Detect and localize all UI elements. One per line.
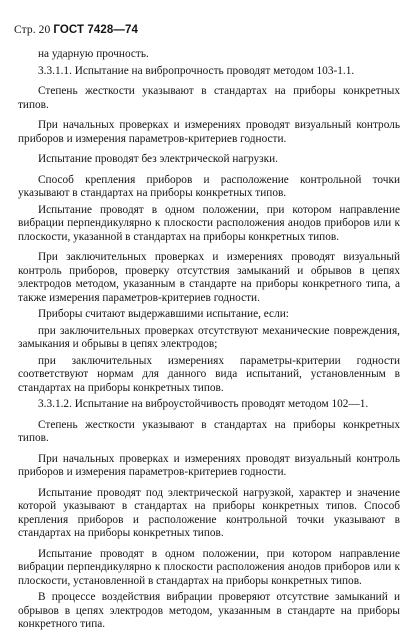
- document-body: [18, 48, 400, 639]
- list-item: при заключительных измерениях параметры-критерии годности соответствуют нормам для данного вида испытаний, установленным в стандартах на приборы конкретных типов.: [18, 354, 400, 394]
- clause-heading: 3.3.1.2. Испытание на виброустойчивость проводят методом 102—1.: [38, 398, 369, 410]
- paragraph: В процессе воздействия вибрации проверяют отсутствие замыканий и обрывов в цепях электродов методом, указанным в стандарте на приборы конкретного типа.: [18, 591, 400, 630]
- paragraph: Испытание проводят в одном положении, при котором направление вибрации перпендикулярно к плоскости расположения анодов приборов или к плоскости, установленной в стандартах на приборы конкретных типов.: [18, 547, 400, 587]
- standard-number: ГОСТ 7428—74: [53, 24, 139, 36]
- paragraph: Испытание проводят без электрической нагрузки.: [38, 153, 278, 165]
- paragraph: на ударную прочность.: [38, 48, 149, 60]
- paragraph: Испытание проводят в одном положении, при котором направление вибрации перпендикулярно к плоскости расположения анодов приборов или к плоскости, указанной в стандартах на приборы конкретных типов.: [18, 203, 400, 243]
- page-number: Стр. 20: [14, 24, 51, 36]
- paragraph: При начальных проверках и измерениях проводят визуальный контроль приборов и измерения параметров-критериев годности.: [18, 452, 400, 478]
- paragraph: При заключительных проверках и измерениях проводят визуальный контроль приборов, проверку отсутствия замыканий и обрывов в цепях электродов методом, указанным в стандарте на приборы конкретного типа, а также измерения параметров-критериев годности.: [18, 251, 400, 304]
- paragraph: Способ крепления приборов и расположение контрольной точки указывают в стандартах на приборы конкретных типов.: [18, 173, 400, 199]
- paragraph: Степень жесткости указывают в стандартах на приборы конкретных типов.: [18, 418, 400, 444]
- paragraph: Степень жесткости указывают в стандартах на приборы конкретных типов.: [18, 85, 400, 111]
- paragraph: При начальных проверках и измерениях проводят визуальный контроль приборов и измерения параметров-критериев годности.: [18, 119, 400, 145]
- paragraph: Испытание проводят под электрической нагрузкой, характер и значение которой указывают в стандартах на приборы конкретных типов. Способ крепления приборов и расположение контрольной точки указывают в стандартах на приборы конкретных типов.: [18, 486, 400, 539]
- list-item: при заключительных проверках отсутствуют механические повреждения, замыкания и обрывы в цепях электродов;: [18, 324, 400, 350]
- paragraph: Приборы считают выдержавшими испытание, если:: [38, 308, 289, 320]
- page-header: [14, 24, 138, 36]
- clause-heading: 3.3.1.1. Испытание на вибропрочность проводят методом 103-1.1.: [38, 64, 355, 77]
